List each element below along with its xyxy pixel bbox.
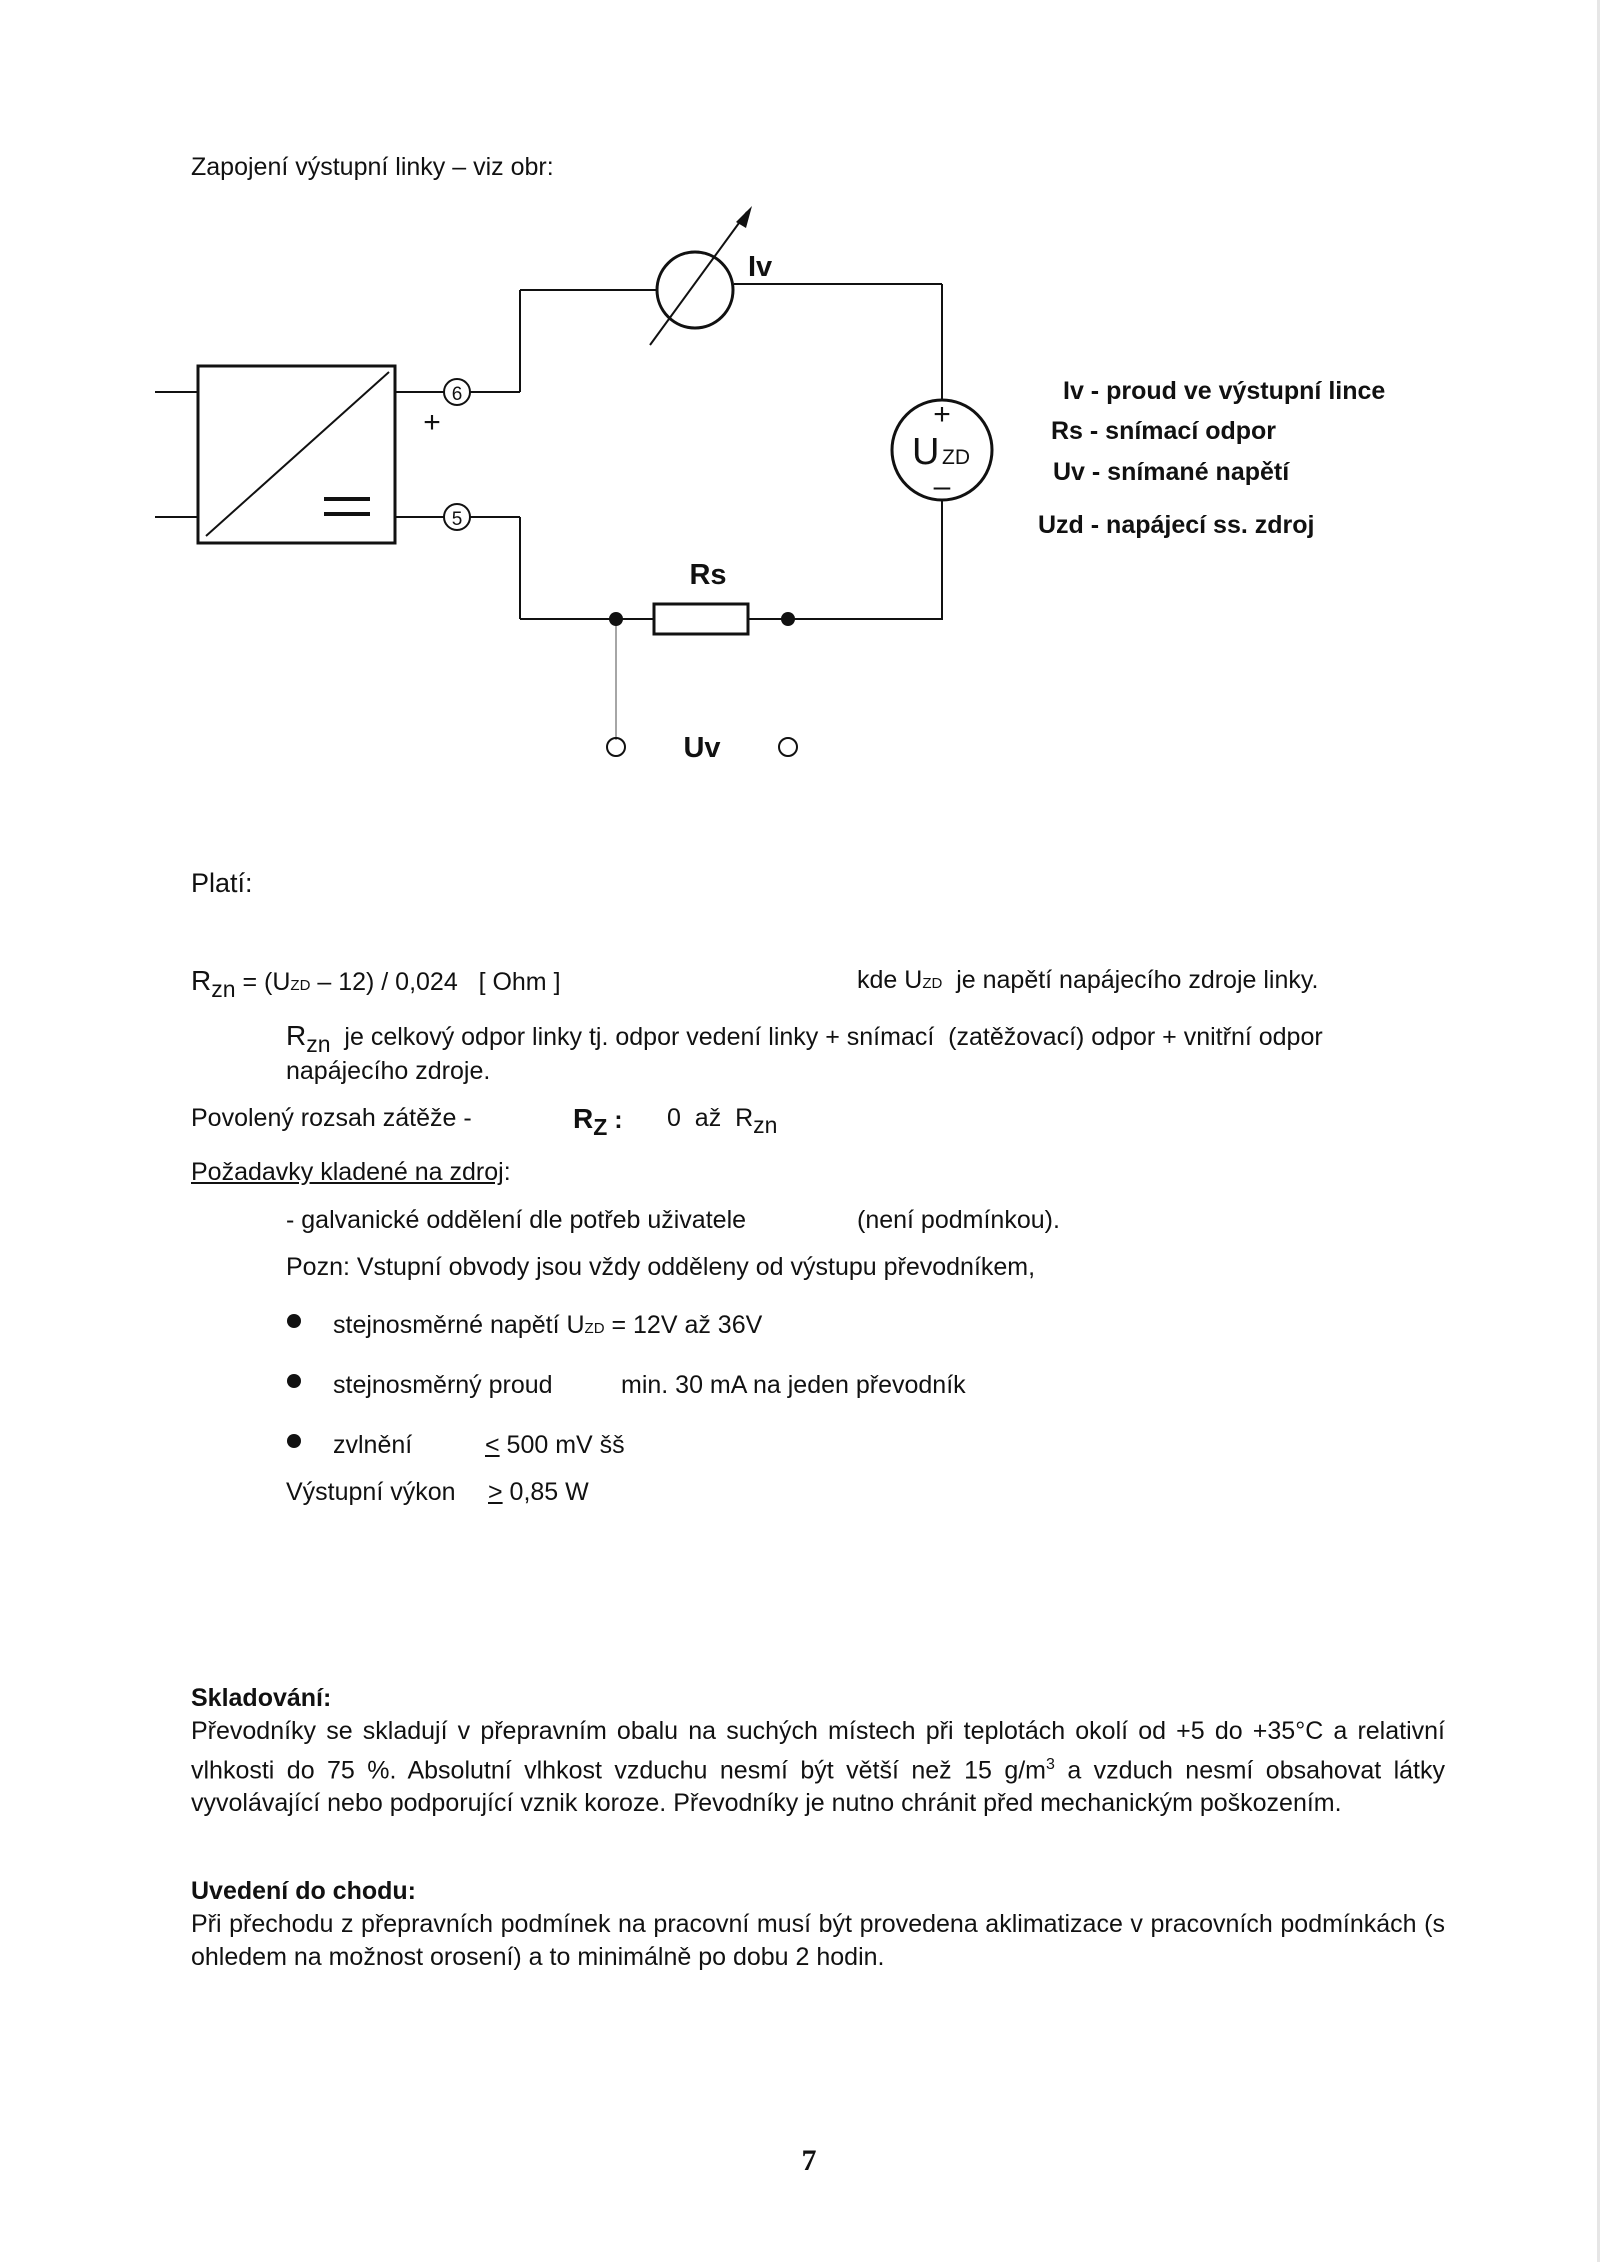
load-range-label bbox=[191, 1103, 472, 1134]
storage-text-a: Převodníky se skladují v přepravním obalu na suchých místech při teplotách okolí od +5 do +35°C a relativní vlhkosti do 75 %. Absolutní vlhkost vzduchu nesmí být větší než 15 g/m bbox=[191, 1717, 1445, 1785]
terminal-5-label: 5 bbox=[451, 509, 463, 530]
source-minus: – bbox=[933, 470, 951, 503]
resistor-rs bbox=[654, 604, 748, 634]
formula-eq-rest: – 12) / 0,024 [ Ohm ] bbox=[310, 968, 561, 996]
junction-left bbox=[609, 612, 623, 626]
bullet-icon bbox=[287, 1434, 301, 1448]
kde-rest: je napětí napájecího zdroje linky. bbox=[942, 966, 1319, 994]
bullet-icon bbox=[287, 1374, 301, 1388]
rzn-note-line1 bbox=[286, 1020, 1323, 1057]
req-ripple-value bbox=[485, 1430, 625, 1461]
requirements-heading bbox=[191, 1157, 511, 1188]
rz-colon: : bbox=[607, 1106, 623, 1134]
req-power: Výstupní výkon bbox=[286, 1478, 456, 1506]
legend-rs: Rs - snímací odpor bbox=[1051, 417, 1277, 445]
req-bullet-current: stejnosměrný proud bbox=[333, 1371, 553, 1399]
formula-rzn bbox=[191, 965, 561, 1001]
storage-paragraph bbox=[191, 1715, 1445, 1820]
source-plus: + bbox=[933, 398, 951, 431]
storage-heading: Skladování: bbox=[191, 1684, 332, 1712]
requirements-heading-text: Požadavky kladené na zdroj bbox=[191, 1158, 504, 1186]
resistor-label: Rs bbox=[689, 559, 727, 591]
rzn-note-text: je celkový odpor linky tj. odpor vedení linky + snímací (zatěžovací) odpor + vnitřní odpor bbox=[330, 1023, 1323, 1051]
ammeter-label: Iv bbox=[748, 251, 773, 283]
ripple-symbol: < bbox=[485, 1431, 500, 1459]
formula-kde bbox=[857, 965, 1318, 999]
formula-eq-open: = (U bbox=[235, 968, 291, 996]
load-range-text: Povolený rozsah zátěže - bbox=[191, 1104, 472, 1132]
startup-heading: Uvedení do chodu: bbox=[191, 1877, 416, 1905]
requirements-colon: : bbox=[503, 1158, 511, 1186]
power-value: 0,85 W bbox=[502, 1478, 589, 1506]
formula-r-sub: zn bbox=[211, 976, 236, 1002]
ammeter-circle bbox=[657, 252, 733, 328]
kde-text: kde U bbox=[857, 966, 923, 994]
plati-label: Platí: bbox=[191, 868, 253, 898]
storage-text-b: a vzduch nesmí obsahovat látky vyvolávající nebo podporující vznik koroze. Převodníky je nutno chránit před mechanickým poškozením. bbox=[191, 1756, 1445, 1818]
rzn-note-r: R bbox=[286, 1020, 307, 1051]
kde-sub: ZD bbox=[922, 975, 943, 992]
intro-text: Zapojení výstupní linky – viz obr: bbox=[191, 153, 554, 181]
bullet-icon bbox=[287, 1314, 301, 1328]
legend-uv: Uv - snímané napětí bbox=[1053, 458, 1290, 486]
req-power-value bbox=[488, 1477, 589, 1508]
uv-terminal-right bbox=[779, 738, 797, 756]
junction-right bbox=[781, 612, 795, 626]
page-number: 7 bbox=[801, 2144, 817, 2177]
ripple-value: 500 mV šš bbox=[499, 1431, 625, 1459]
voltage-post: = 12V až 36V bbox=[604, 1311, 763, 1339]
req-current-value: min. 30 mA na jeden převodník bbox=[621, 1371, 966, 1399]
req-pozn: Pozn: Vstupní obvody jsou vždy odděleny od výstupu převodníkem, bbox=[286, 1253, 1036, 1281]
source-subscript: ZD bbox=[942, 446, 970, 469]
uv-terminal-left bbox=[607, 738, 625, 756]
source-letter: U bbox=[912, 431, 940, 473]
range-sub: zn bbox=[753, 1112, 778, 1138]
req-bullet-ripple: zvlnění bbox=[333, 1431, 413, 1459]
converter-plus: + bbox=[423, 406, 441, 439]
terminal-6-label: 6 bbox=[451, 384, 463, 405]
load-range-value bbox=[667, 1103, 778, 1138]
formula-u-sub: ZD bbox=[290, 977, 311, 994]
rz-letter: R bbox=[573, 1103, 594, 1134]
voltage-pre: stejnosměrné napětí U bbox=[333, 1311, 585, 1339]
req-galvanic-note: (není podmínkou). bbox=[857, 1206, 1060, 1234]
range-text: 0 až R bbox=[667, 1104, 754, 1132]
req-bullet-voltage bbox=[333, 1310, 762, 1344]
rzn-note-line2: napájecího zdroje. bbox=[286, 1057, 491, 1085]
load-range-rz bbox=[573, 1103, 623, 1140]
rzn-note-r-sub: zn bbox=[306, 1031, 331, 1057]
legend-uzd: Uzd - napájecí ss. zdroj bbox=[1038, 511, 1315, 539]
req-galvanic: - galvanické oddělení dle potřeb uživatele bbox=[286, 1206, 747, 1234]
power-symbol: > bbox=[488, 1478, 503, 1506]
rz-sub: Z bbox=[593, 1114, 608, 1140]
legend-iv: Iv - proud ve výstupní lince bbox=[1063, 377, 1386, 405]
storage-sup: 3 bbox=[1046, 1756, 1055, 1773]
formula-r: R bbox=[191, 965, 212, 996]
voltage-label: Uv bbox=[683, 732, 721, 764]
startup-paragraph: Při přechodu z přepravních podmínek na pracovní musí být provedena aklimatizace v pracovních podmínkách (s ohledem na možnost orosení) a to minimálně po dobu 2 hodin. bbox=[191, 1910, 1445, 1971]
voltage-sub: ZD bbox=[584, 1320, 605, 1337]
